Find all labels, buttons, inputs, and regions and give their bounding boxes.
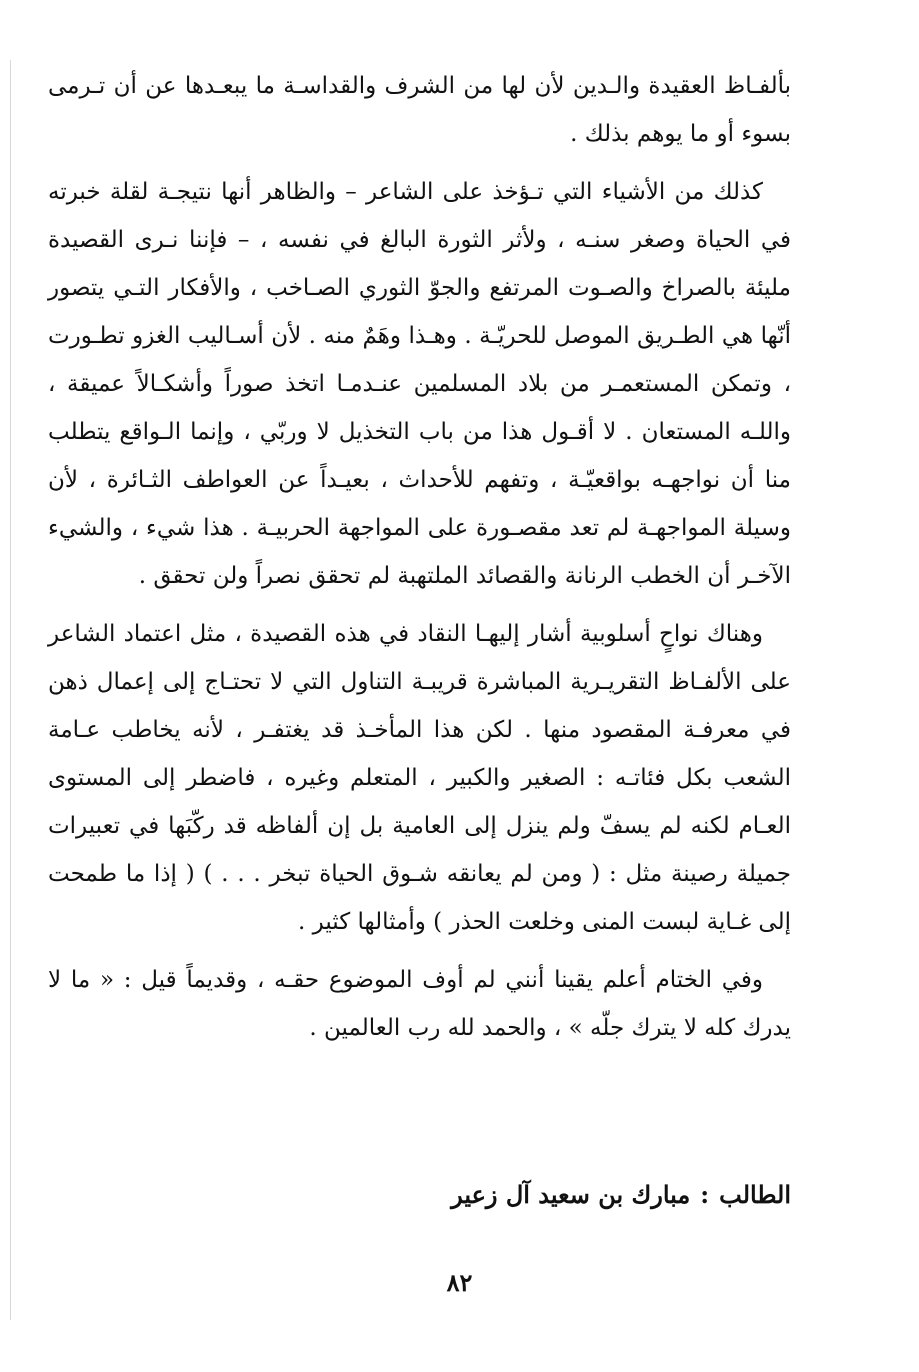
paragraph-1: بألفـاظ العقيدة والـدين لأن لها من الشرف والقداسـة ما يبعـدها عن أن تـرمى بسوء أو ما يوهم بذلك . — [48, 73, 791, 147]
page-number: ٨٢ — [446, 1268, 473, 1297]
paragraph-3: وهناك نواحٍ أسلوبية أشار إليهـا النقاد في هذه القصيدة ، مثل اعتماد الشاعر على الألفـاظ التقريـرية المباشرة قريبـة التناول التي لا تحتـاج إلى إعمال ذهن في معرفـة المقصود منها . لكن هذا المأخـذ قد يغتفـر ، لأنه يخاطب عـامة الشعب بكل فئاتـه : الصغير والكبير ، المتعلم وغيره ، فاضطر إلى المستوى العـام لكنه لم يسفّ ولم ينزل إلى العامية بل إن ألفاظه قد ركّبَها في تعبيرات جميلة رصينة مثل : ( ومن لم يعانقه شـوق الحياة تبخر . . . ) ( إذا ما طمحت إلى غـاية لبست المنى وخلعت الحذر ) وأمثالها كثير . — [48, 621, 791, 935]
signature-name: مبارك بن سعيد آل زعير — [451, 1180, 691, 1209]
signature-label: الطالب — [719, 1180, 791, 1209]
signature — [48, 1180, 791, 1209]
page-edge-line — [10, 60, 11, 1320]
body-text — [48, 62, 791, 1052]
paragraph-4: وفي الختام أعلم يقينا أنني لم أوف الموضوع حقـه ، وقديماً قيل : « ما لا يدرك كله لا يترك جلّه » ، والحمد لله رب العالمين . — [48, 967, 791, 1041]
signature-separator: : — [700, 1180, 710, 1209]
paragraph-2: كذلك من الأشياء التي تـؤخذ على الشاعر – والظاهر أنها نتيجـة لقلة خبرته في الحياة وصغر سنـه ، ولأثر الثورة البالغ في نفسه ، – فإننا نـرى القصيدة مليئة بالصراخ والصـوت المرتفع والجوّ الثوري الصـاخب ، والأفكار التـي يتصور أنّها هي الطـريق الموصل للحريّـة . وهـذا وهَمٌ منه . لأن أسـاليب الغزو تطـورت ، وتمكن المستعمـر من بلاد المسلمين عنـدمـا اتخذ صوراً وأشكـالاً عميقة ، واللـه المستعان . لا أقـول هذا من باب التخذيل لا وربّي ، وإنما الـواقع يتطلب منا أن نواجهـه بواقعيّـة ، وتفهم للأحداث ، بعيـداً عن العواطف الثـائرة ، لأن وسيلة المواجهـة لم تعد مقصـورة على المواجهة الحربيـة . هذا شيء ، والشيء الآخـر أن الخطب الرنانة والقصائد الملتهبة لم تحقق نصراً ولن تحقق . — [48, 179, 791, 589]
